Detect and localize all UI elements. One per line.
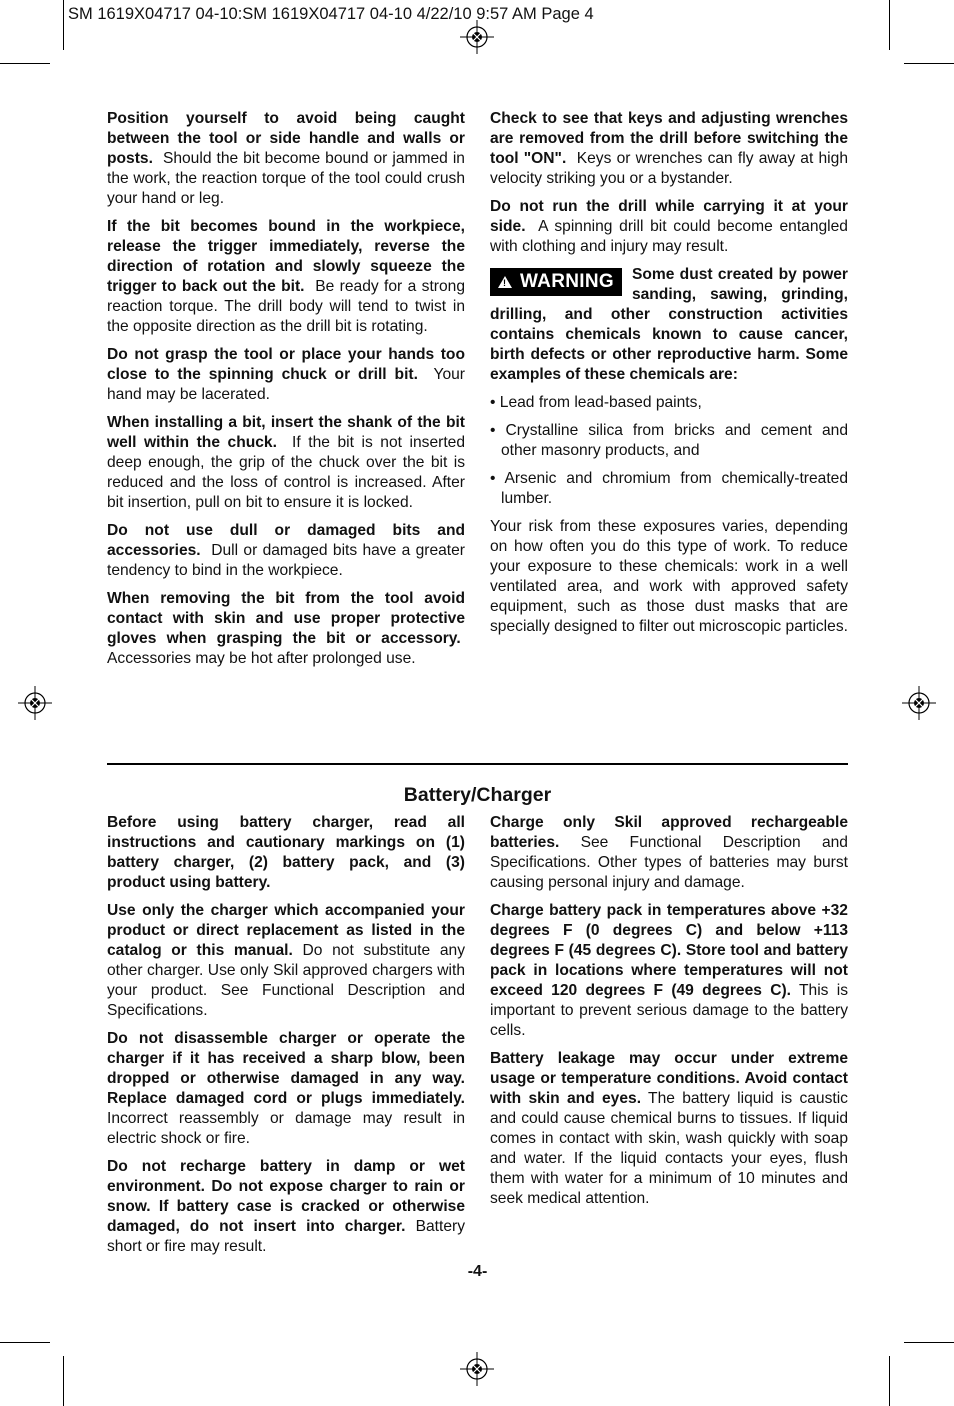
safety-paragraph: If the bit becomes bound in the workpiece, release the trigger immediately, reverse the direction of rotation and slowly squeeze the trigger to back out the bit. Be ready for a strong reaction torque. The drill body will tend to twist in the opposite direction as the drill bit is rotating. — [107, 218, 465, 335]
crop-mark — [63, 0, 64, 50]
safety-paragraph: When removing the bit from the tool avoid contact with skin and use proper protective gloves when grasping the bit or accessory. Accessories may be hot after prolonged use. — [107, 590, 465, 667]
crop-mark — [904, 63, 954, 64]
crop-mark — [0, 63, 50, 64]
safety-paragraph: Do not use dull or damaged bits and accessories. Dull or damaged bits have a greater tendency to bind in the workpiece. — [107, 522, 465, 579]
warning-badge: ! WARNING — [490, 268, 622, 296]
safety-paragraph: Do not run the drill while carrying it at your side. A spinning drill bit could become entangled with clothing and injury may result. — [490, 198, 848, 255]
safety-paragraph: Do not disassemble charger or operate the charger if it has received a sharp blow, been dropped or otherwise damaged in any way. Replace damaged cord or plugs immediately. Incorrect reassembly or damage may result in electric shock or fire. — [107, 1030, 465, 1147]
safety-paragraph: Charge only Skil approved rechargeable batteries. See Functional Description and Specifications. Other types of batteries may burst causing personal injury and damage. — [490, 814, 848, 891]
top-right-column — [490, 109, 848, 645]
warning-block — [490, 265, 848, 385]
crop-mark — [889, 0, 890, 50]
list-item: • Arsenic and chromium from chemically-treated lumber. — [490, 470, 848, 507]
closing-paragraph: Your risk from these exposures varies, depending on how often you do this type of work. To reduce your exposure to these chemicals: work in a well ventilated area, and work with approved safety equipment, such as those dust masks that are specially designed to filter out microscopic particles. — [490, 518, 848, 635]
safety-paragraph: Do not recharge battery in damp or wet environment. Do not expose charger to rain or snow. If battery case is cracked or otherwise damaged, do not insert into charger. Battery short or fire may result. — [107, 1158, 465, 1255]
print-slug: SM 1619X04717 04-10:SM 1619X04717 04-10 4/22/10 9:57 AM Page 4 — [68, 5, 594, 23]
warning-triangle-icon: ! — [498, 276, 512, 288]
crop-mark — [889, 1356, 890, 1406]
registration-mark-icon — [18, 686, 52, 720]
safety-paragraph: Position yourself to avoid being caught between the tool or side handle and walls or posts. Should the bit become bound or jammed in the work, the reaction torque of the tool could crush your hand or leg. — [107, 110, 465, 207]
safety-paragraph: When installing a bit, insert the shank of the bit well within the chuck. If the bit is not inserted deep enough, the grip of the chuck over the bit is reduced and the loss of control is increased. After bit insertion, pull on bit to ensure it is locked. — [107, 414, 465, 511]
registration-mark-icon — [460, 20, 494, 54]
safety-paragraph: Do not grasp the tool or place your hands too close to the spinning chuck or drill bit. Your hand may be lacerated. — [107, 346, 465, 403]
bottom-right-column — [490, 813, 848, 1217]
safety-paragraph: Before using battery charger, read all instructions and cautionary markings on (1) battery charger, (2) battery pack, and (3) product using battery. — [107, 814, 465, 891]
list-item: • Crystalline silica from bricks and cement and other masonry products, and — [490, 422, 848, 459]
warning-text: Some dust created by power sanding, sawing, grinding, drilling, and other construction activities contains chemicals known to cause cancer, birth defects or other reproductive harm. Some examples of these chemicals are: — [490, 266, 848, 383]
crop-mark — [904, 1342, 954, 1343]
page-number: -4- — [467, 1263, 488, 1280]
registration-mark-icon — [460, 1352, 494, 1386]
crop-mark — [0, 1342, 50, 1343]
safety-paragraph: Charge battery pack in temperatures above +32 degrees F (0 degrees C) and below +113 degrees F (45 degrees C). Store tool and battery pack in locations where temperatures will not exceed 120 degrees F (49 degrees C). This is important to prevent serious damage to the battery cells. — [490, 902, 848, 1039]
section-divider — [107, 763, 848, 765]
registration-mark-icon — [902, 686, 936, 720]
crop-mark — [63, 1356, 64, 1406]
safety-paragraph: Battery leakage may occur under extreme usage or temperature conditions. Avoid contact with skin and eyes. The battery liquid is caustic and could cause chemical burns to tissues. If liquid comes in contact with skin, wash quickly with soap and water. If the liquid contacts your eyes, flush them with water for a minimum of 10 minutes and seek medical attention. — [490, 1050, 848, 1207]
top-left-column — [107, 109, 465, 677]
safety-paragraph: Use only the charger which accompanied your product or direct replacement as listed in the catalog or this manual. Do not substitute any other charger. Use only Skil approved chargers with your product. See Functional Description and Specifications. — [107, 902, 465, 1019]
safety-paragraph: Check to see that keys and adjusting wrenches are removed from the drill before switching the tool "ON". Keys or wrenches can fly away at high velocity striking you or a bystander. — [490, 110, 848, 187]
bottom-left-column — [107, 813, 465, 1265]
list-item: • Lead from lead-based paints, — [490, 394, 702, 411]
section-title: Battery/Charger — [403, 784, 552, 806]
